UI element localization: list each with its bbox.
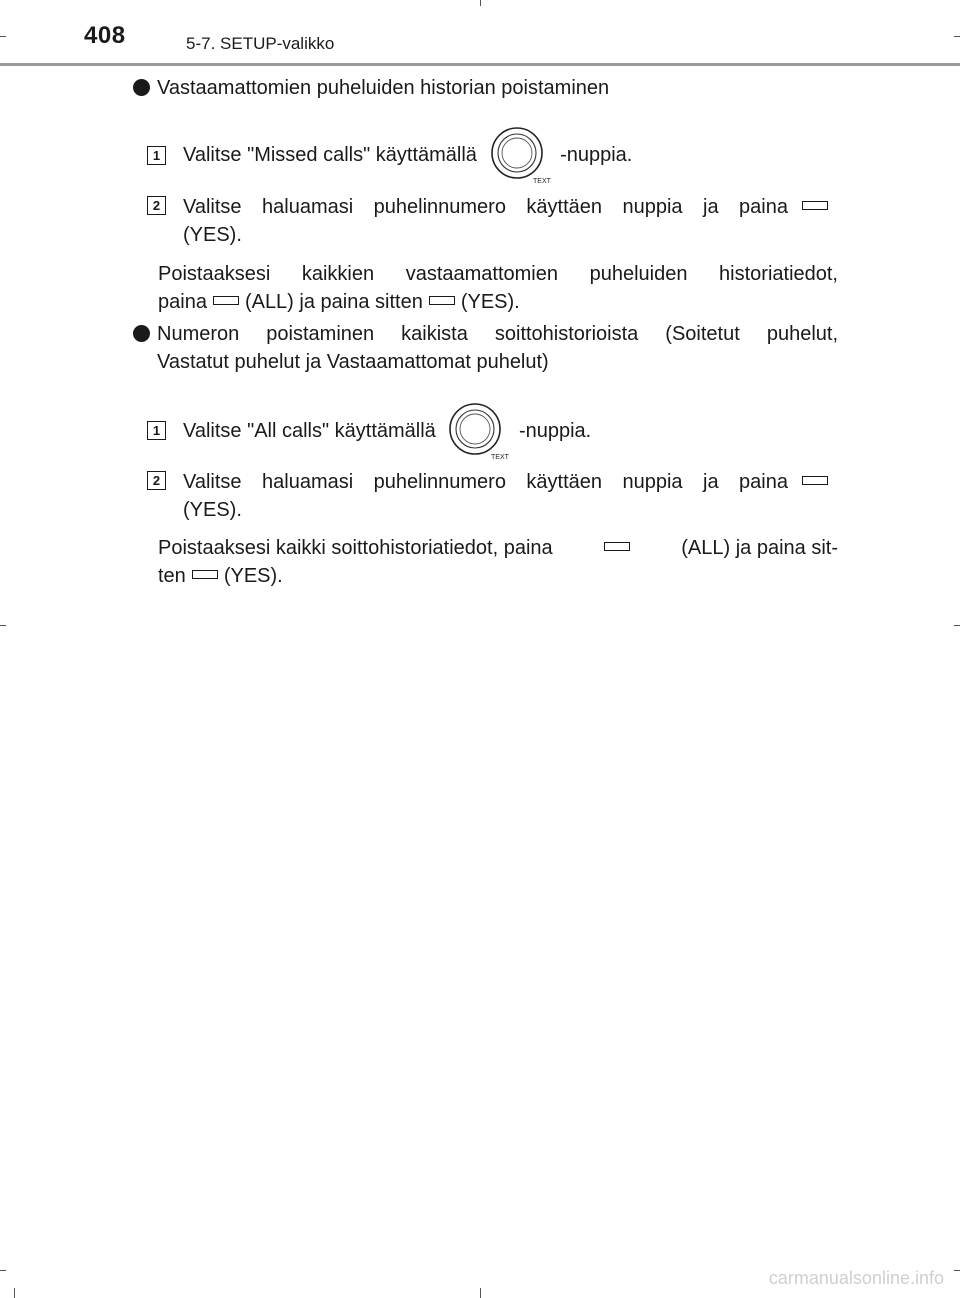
block1-heading: Vastaamattomien puheluiden historian poistaminen [157,77,610,99]
block2-heading-line1: Numeron poistaminen kaikista soittohistorioista (Soitetut puhelut, [157,323,838,345]
block2-step2 [183,470,828,494]
page-number: 408 [84,22,126,49]
block2-heading-line2: Vastatut puhelut ja Vastaamattomat puhelut) [157,351,549,373]
button-icon [604,542,630,551]
bullet-icon [133,79,150,96]
crop-mark [0,1270,6,1271]
button-icon [213,296,239,305]
block1-step2 [183,195,828,219]
block2-note-line2: ten (YES). [158,565,283,587]
crop-mark [14,1288,15,1298]
crop-mark [954,625,960,626]
step-text: Valitse haluamasi puhelinnumero käyttäen nuppia ja paina [183,195,828,219]
step-text: Valitse "Missed calls" käyttämällä [183,144,477,166]
svg-text:TEXT: TEXT [491,453,510,461]
footer-watermark: carmanualsonline.info [768,1268,944,1288]
header-rule [0,63,960,66]
block2-note-line1: Poistaaksesi kaikki soittohistoriatiedot, paina (ALL) ja paina sit- [158,537,838,559]
step-number: 2 [147,471,166,490]
block1-step1 [183,143,633,185]
crop-mark [0,625,6,626]
block2-step1 [183,419,592,461]
bullet-icon [133,325,150,342]
button-icon [429,296,455,305]
svg-text:TEXT: TEXT [532,177,551,185]
block1-note-line1: Poistaaksesi kaikkien vastaamattomien puheluiden historiatiedot, [158,263,838,285]
button-icon [802,476,828,485]
crop-mark [954,36,960,37]
knob-icon [445,401,509,461]
button-icon [192,570,218,579]
button-icon [802,201,828,210]
step-text: Valitse "All calls" käyttämällä [183,420,436,442]
step-text-after: -nuppia. [518,420,592,442]
crop-mark [0,36,6,37]
block1-step2-cont: (YES). [183,224,242,246]
section-title: 5-7. SETUP-valikko [186,34,335,53]
step-number: 1 [147,421,166,440]
block2-step2-cont: (YES). [183,499,242,521]
crop-mark [480,1288,481,1298]
knob-icon [487,125,551,185]
crop-mark [954,1270,960,1271]
step-text: Valitse haluamasi puhelinnumero käyttäen nuppia ja paina [183,470,828,494]
block1-note-line2: paina (ALL) ja paina sitten (YES). [158,291,520,313]
step-number: 1 [147,146,166,165]
step-text-after: -nuppia. [560,144,633,166]
step-number: 2 [147,196,166,215]
crop-mark [480,0,481,6]
